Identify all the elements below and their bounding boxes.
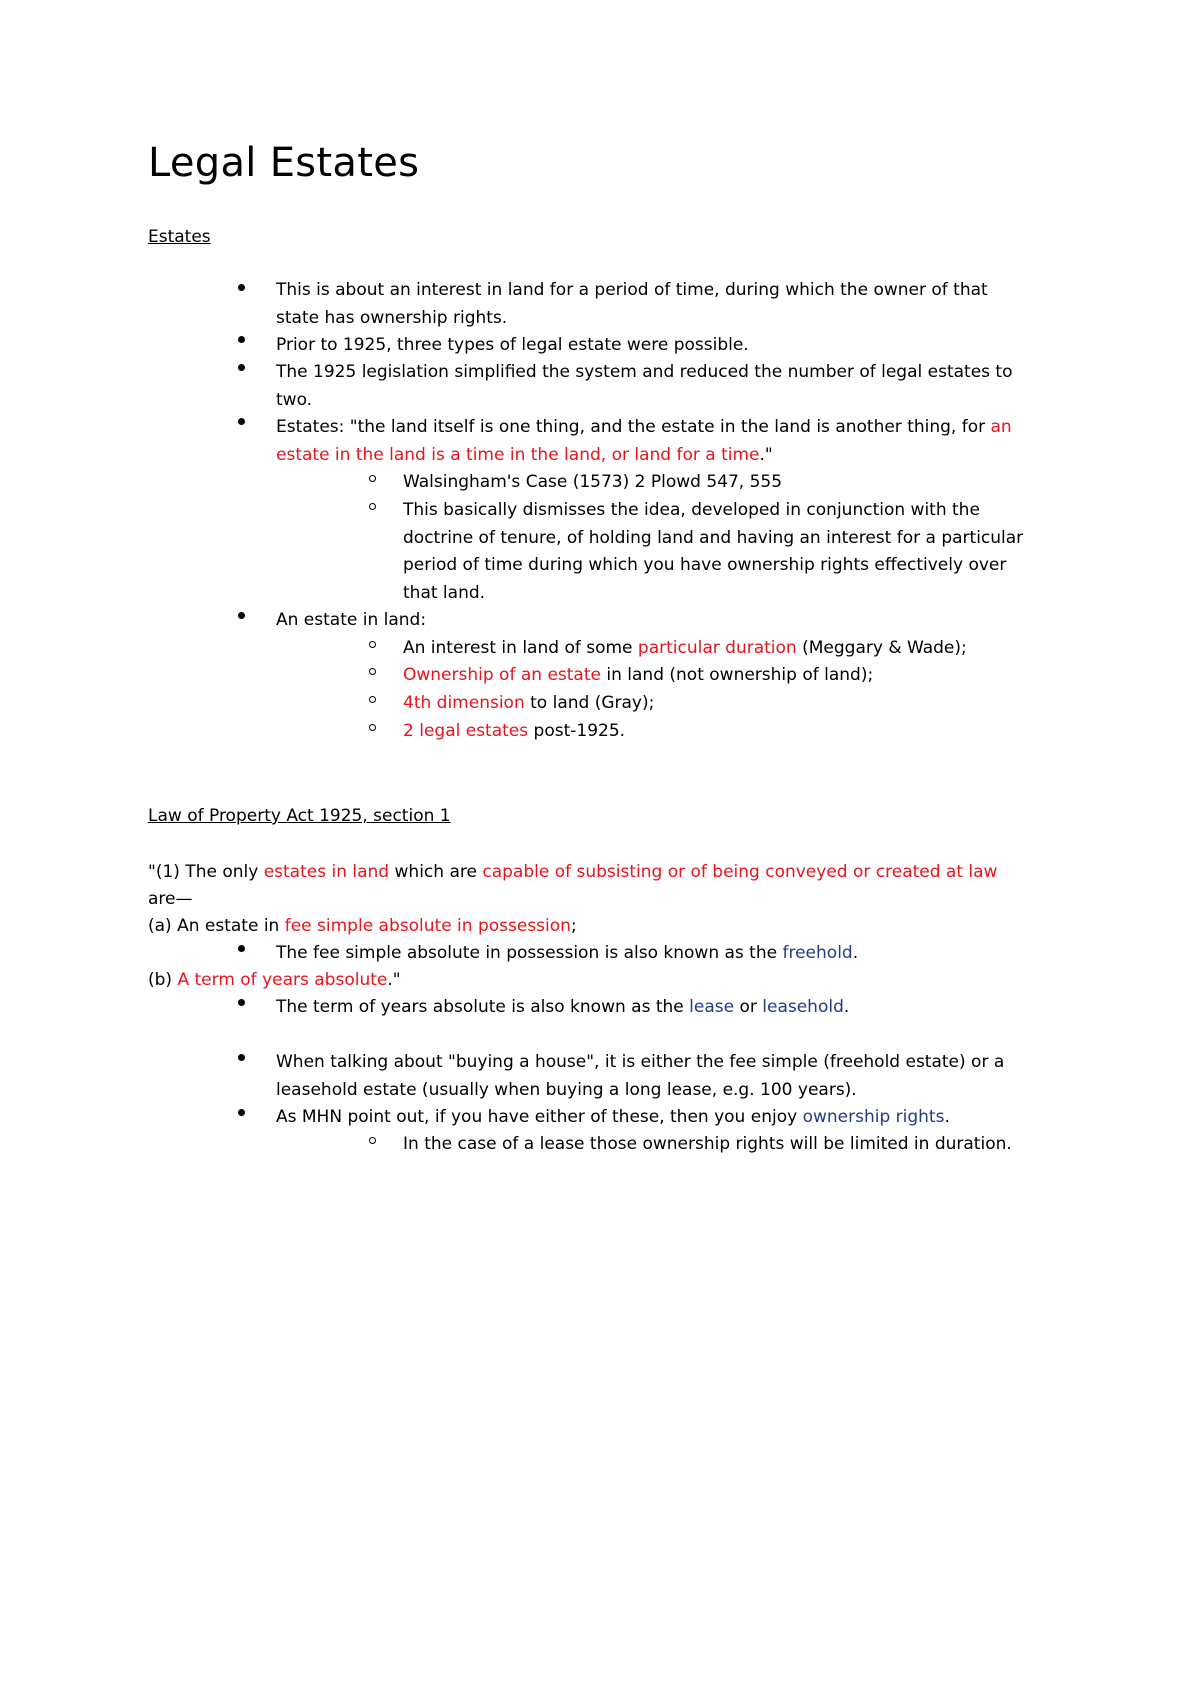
- bullet-text-part: The fee simple absolute in possession is also known as the: [276, 943, 783, 963]
- clause-text: (a) An estate in: [148, 916, 285, 936]
- sub-bullet-marker: [369, 724, 376, 731]
- sub-bullet-text: In the case of a lease those ownership rights will be limited in duration.: [403, 1134, 1012, 1154]
- section-heading-lpa: Law of Property Act 1925, section 1: [148, 806, 451, 826]
- bullet-text: When talking about "buying a house", it is either the fee simple (freehold estate) or a: [276, 1052, 1005, 1072]
- highlight-red: capable of subsisting or of being conveyed or created at law: [482, 862, 998, 882]
- sub-text: post-1925.: [528, 721, 626, 741]
- sub-bullet-text-continued: doctrine of tenure, of holding land and having an interest for a particular: [403, 528, 1024, 548]
- highlight-red: 2 legal estates: [403, 721, 529, 741]
- bullet-marker: [238, 612, 245, 619]
- bullet-text: An estate in land:: [276, 610, 427, 630]
- bullet-text-part: .: [843, 997, 850, 1017]
- clause-text: .": [387, 970, 401, 990]
- sub-bullet-text: [403, 661, 873, 689]
- bullet-text-part: .: [944, 1107, 950, 1127]
- bullet-marker: [238, 336, 245, 343]
- quote-text: "(1) The only: [148, 862, 264, 882]
- sub-bullet-marker: [369, 668, 376, 675]
- sub-text: An interest in land of some: [403, 638, 638, 658]
- highlight-red: estate in the land is a time in the land, or land for a time: [276, 445, 760, 465]
- highlight-blue: freehold: [782, 943, 853, 963]
- bullet-text: [276, 1103, 950, 1131]
- highlight-red: particular duration: [637, 638, 797, 658]
- bullet-marker: [238, 418, 245, 425]
- highlight-blue: ownership rights: [802, 1107, 945, 1127]
- bullet-text-continued: leasehold estate (usually when buying a long lease, e.g. 100 years).: [276, 1080, 857, 1100]
- bullet-text: [276, 993, 849, 1021]
- bullet-marker: [238, 999, 245, 1006]
- bullet-text: [276, 413, 1012, 441]
- bullet-marker: [238, 945, 245, 952]
- sub-bullet-text-continued: that land.: [403, 583, 486, 603]
- sub-bullet-text: [403, 634, 967, 662]
- statute-quote-continued: are—: [148, 889, 193, 909]
- highlight-red: an: [990, 417, 1012, 437]
- highlight-red: 4th dimension: [403, 693, 525, 713]
- bullet-text: This is about an interest in land for a period of time, during which the owner of that: [276, 280, 988, 300]
- statute-clause-a: [148, 912, 577, 940]
- highlight-blue: leasehold: [762, 997, 844, 1017]
- case-citation: Walsingham's Case (1573) 2 Plowd 547, 555: [403, 472, 783, 492]
- highlight-red: A term of years absolute: [177, 970, 388, 990]
- bullet-text: [276, 939, 858, 967]
- bullet-text-continued: two.: [276, 390, 313, 410]
- quote-text: which are: [389, 862, 483, 882]
- highlight-red: fee simple absolute in possession: [284, 916, 571, 936]
- sub-bullet-marker: [369, 1137, 376, 1144]
- bullet-marker: [238, 364, 245, 371]
- highlight-blue: lease: [689, 997, 735, 1017]
- bullet-text-continued: [276, 441, 773, 469]
- quote-close: .": [759, 445, 773, 465]
- clause-text: ;: [570, 916, 577, 936]
- bullet-marker: [238, 1054, 245, 1061]
- bullet-marker: [238, 284, 245, 291]
- bullet-text: The 1925 legislation simplified the system and reduced the number of legal estates to: [276, 362, 1013, 382]
- quote-text: Estates: "the land itself is one thing, and the estate in the land is another thing, for: [276, 417, 991, 437]
- sub-bullet-marker: [369, 641, 376, 648]
- sub-bullet-marker: [369, 696, 376, 703]
- bullet-marker: [238, 1109, 245, 1116]
- bullet-text-part: As MHN point out, if you have either of these, then you enjoy: [276, 1107, 803, 1127]
- statute-clause-b: [148, 966, 401, 994]
- bullet-text-part: or: [734, 997, 763, 1017]
- section-heading-estates: Estates: [148, 227, 211, 247]
- clause-text: (b): [148, 970, 178, 990]
- bullet-text-part: .: [852, 943, 859, 963]
- sub-bullet-text: [403, 717, 625, 745]
- bullet-text-part: The term of years absolute is also known as the: [276, 997, 690, 1017]
- bullet-text: Prior to 1925, three types of legal estate were possible.: [276, 335, 749, 355]
- sub-text: (Meggary & Wade);: [796, 638, 967, 658]
- highlight-red: estates in land: [263, 862, 390, 882]
- bullet-text-continued: state has ownership rights.: [276, 308, 508, 328]
- sub-bullet-marker: [369, 475, 376, 482]
- sub-bullet-text-continued: period of time during which you have ownership rights effectively over: [403, 555, 1007, 575]
- page-title: Legal Estates: [148, 140, 420, 186]
- sub-text: in land (not ownership of land);: [600, 665, 874, 685]
- sub-bullet-marker: [369, 503, 376, 510]
- sub-text: to land (Gray);: [524, 693, 655, 713]
- sub-bullet-text: This basically dismisses the idea, developed in conjunction with the: [403, 500, 980, 520]
- highlight-red: Ownership of an estate: [403, 665, 601, 685]
- sub-bullet-text: [403, 689, 654, 717]
- statute-quote: [148, 858, 997, 886]
